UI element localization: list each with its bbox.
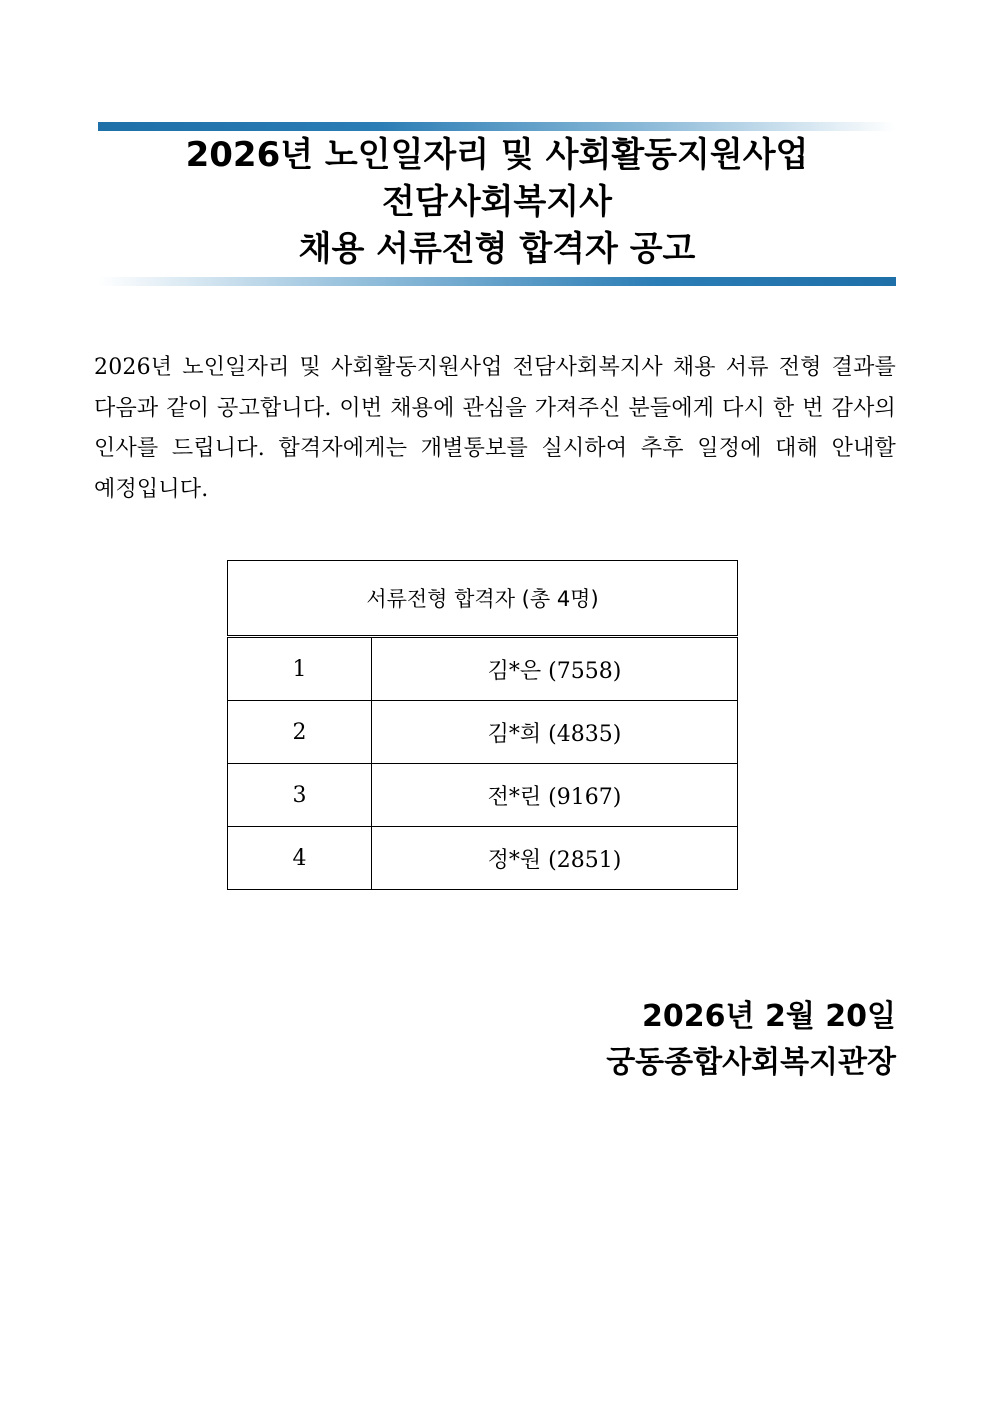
candidate-name: 정*원 (2851) [372, 827, 738, 890]
table-header-row [228, 561, 738, 637]
title-line-2: 전담사회복지사 [382, 182, 612, 222]
candidate-name: 김*희 (4835) [372, 701, 738, 764]
table-header: 서류전형 합격자 (총 4명) [228, 561, 738, 637]
table-row [228, 637, 738, 701]
table-row [228, 701, 738, 764]
results-table [227, 560, 738, 890]
announcement-title [98, 132, 896, 273]
row-number: 3 [228, 764, 372, 827]
table-row [228, 827, 738, 890]
title-line-3: 채용 서류전형 합격자 공고 [298, 229, 696, 269]
signature-block [606, 994, 896, 1086]
title-bottom-rule [98, 277, 896, 286]
candidate-name: 김*은 (7558) [372, 637, 738, 701]
row-number: 4 [228, 827, 372, 890]
title-line-1: 2026년 노인일자리 및 사회활동지원사업 [185, 135, 809, 175]
intro-paragraph: 2026년 노인일자리 및 사회활동지원사업 전담사회복지사 채용 서류 전형 결과를 다음과 같이 공고합니다. 이번 채용에 관심을 가져주신 분들에게 다시 한 번 감사의 인사를 드립니다. 합격자에게는 개별통보를 실시하여 추후 일정에 대해 안내할 예정입니다. [94, 355, 896, 502]
candidate-name: 전*린 (9167) [372, 764, 738, 827]
table-row [228, 764, 738, 827]
title-top-rule [98, 122, 896, 131]
row-number: 2 [228, 701, 372, 764]
issuing-organization: 궁동종합사회복지관장 [606, 1045, 896, 1080]
announcement-date: 2026년 2월 20일 [642, 999, 896, 1034]
row-number: 1 [228, 637, 372, 701]
